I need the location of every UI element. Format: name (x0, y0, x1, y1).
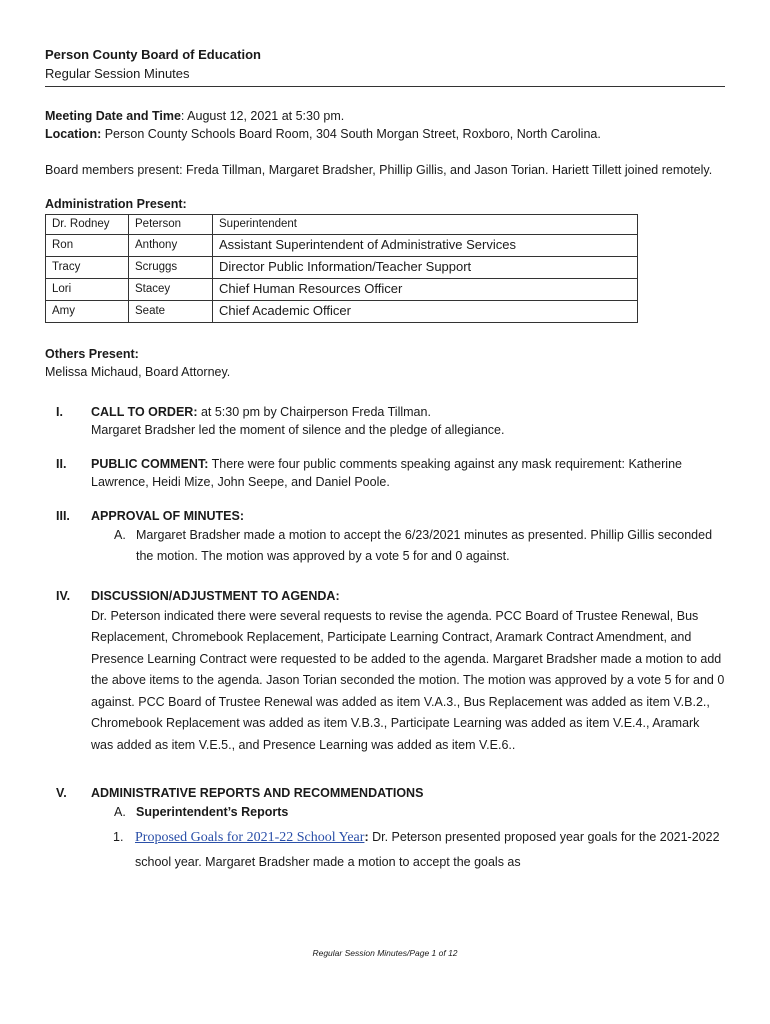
section-body: at 5:30 pm by Chairperson Freda Tillman. (197, 404, 431, 419)
table-row (46, 257, 638, 279)
organization-name: Person County Board of Education (45, 47, 261, 62)
location-line (45, 125, 725, 143)
meeting-info (45, 107, 725, 143)
administration-heading: Administration Present: (45, 197, 187, 212)
admin-title: Assistant Superintendent of Administrative Services (213, 235, 638, 257)
others-present-text: Melissa Michaud, Board Attorney. (45, 364, 231, 379)
table-row (46, 215, 638, 235)
subsection-letter: A. (114, 528, 126, 543)
admin-title: Superintendent (213, 215, 638, 235)
section-number: III. (56, 509, 70, 524)
meeting-date-label: Meeting Date and Time (45, 108, 181, 123)
subsection-text: Margaret Bradsher made a motion to accept the 6/23/2021 minutes as presented. Phillip Gillis seconded the motion. The motion was approved by a vote 5 for and 0 against. (136, 528, 713, 564)
admin-title: Director Public Information/Teacher Support (213, 257, 638, 279)
subsection (91, 525, 725, 567)
section-public-comment (45, 455, 725, 491)
subsection-label: Superintendent’s Reports (136, 805, 289, 820)
section-label: APPROVAL OF MINUTES: (91, 509, 245, 524)
section-body: Dr. Peterson indicated there were several requests to revise the agenda. PCC Board of Trustee Renewal, Bus Replacement, Chromebook Replacement, Participate Learning Contract, Aramark Contract Amendment, and Presence Learning Contract were requested to be added to the agenda. Margaret Bradsher made a motion to add the above items to the agenda. Jason Torian seconded the motion. The motion was approved by a vote 5 for and 0 against. PCC Board of Trustee Renewal was added as item V.A.3., Bus Replacement was added as item V.B.2., Chromebook Replacement was added as item V.B.3., Participate Learning was added as item V.E.4., Aramark was added as item V.E.5., and Presence Learning was added as item V.E.6.. (91, 608, 725, 752)
admin-first-name: Dr. Rodney (46, 215, 129, 235)
table-row (46, 235, 638, 257)
others-present-heading: Others Present: (45, 346, 139, 361)
section-label: ADMINISTRATIVE REPORTS AND RECOMMENDATIONS (91, 786, 424, 801)
section-text (91, 403, 725, 421)
admin-title: Chief Human Resources Officer (213, 278, 638, 300)
section-approval-of-minutes (45, 507, 725, 567)
document-subtitle: Regular Session Minutes (45, 65, 725, 87)
admin-last-name: Anthony (129, 235, 213, 257)
admin-last-name: Stacey (129, 278, 213, 300)
others-present (45, 345, 725, 381)
item-number: 1. (113, 830, 124, 845)
admin-first-name: Tracy (46, 257, 129, 279)
section-number: IV. (56, 589, 71, 604)
table-row (46, 300, 638, 322)
board-members-present: Board members present: Freda Tillman, Margaret Bradsher, Phillip Gillis, and Jason Torian. Hariett Tillett joined remotely. (45, 162, 713, 177)
admin-last-name: Seate (129, 300, 213, 322)
subsection (91, 802, 725, 823)
item-colon: : (364, 830, 369, 845)
document-page (45, 46, 725, 874)
section-label: CALL TO ORDER: (91, 404, 198, 419)
section-number: V. (56, 786, 67, 801)
meeting-date-value: : August 12, 2021 at 5:30 pm. (180, 108, 345, 123)
proposed-goals-link[interactable]: Proposed Goals for 2021-22 School Year (135, 830, 365, 846)
admin-first-name: Lori (46, 278, 129, 300)
admin-title: Chief Academic Officer (213, 300, 638, 322)
section-label: PUBLIC COMMENT: (91, 457, 209, 472)
item-body: Dr. Peterson presented proposed year goals for the 2021-2022 school year. Margaret Bradsher made a motion to accept the goals as (135, 830, 720, 870)
section-number: II. (56, 457, 67, 472)
section-administrative-reports (45, 784, 725, 823)
section-body: There were four public comments speaking against any mask requirement: Katherine Lawrence, Heidi Mize, John Seepe, and Daniel Poole. (91, 457, 682, 490)
admin-first-name: Ron (46, 235, 129, 257)
report-item (45, 825, 725, 874)
admin-first-name: Amy (46, 300, 129, 322)
admin-last-name: Peterson (129, 215, 213, 235)
subsection-letter: A. (114, 805, 126, 820)
meeting-date-line (45, 107, 725, 125)
location-value: Person County Schools Board Room, 304 South Morgan Street, Roxboro, North Carolina. (101, 126, 601, 141)
location-label: Location: (45, 126, 102, 141)
section-discussion-agenda (45, 587, 725, 756)
page-footer: Regular Session Minutes/Page 1 of 12 (312, 948, 458, 958)
section-body-line: Margaret Bradsher led the moment of silence and the pledge of allegiance. (91, 422, 505, 437)
item-text (135, 825, 725, 874)
section-text (91, 455, 725, 491)
table-row (46, 278, 638, 300)
admin-last-name: Scruggs (129, 257, 213, 279)
administration-table (45, 214, 638, 322)
section-number: I. (56, 404, 63, 419)
section-call-to-order (45, 403, 725, 439)
section-label: DISCUSSION/ADJUSTMENT TO AGENDA: (91, 589, 340, 604)
